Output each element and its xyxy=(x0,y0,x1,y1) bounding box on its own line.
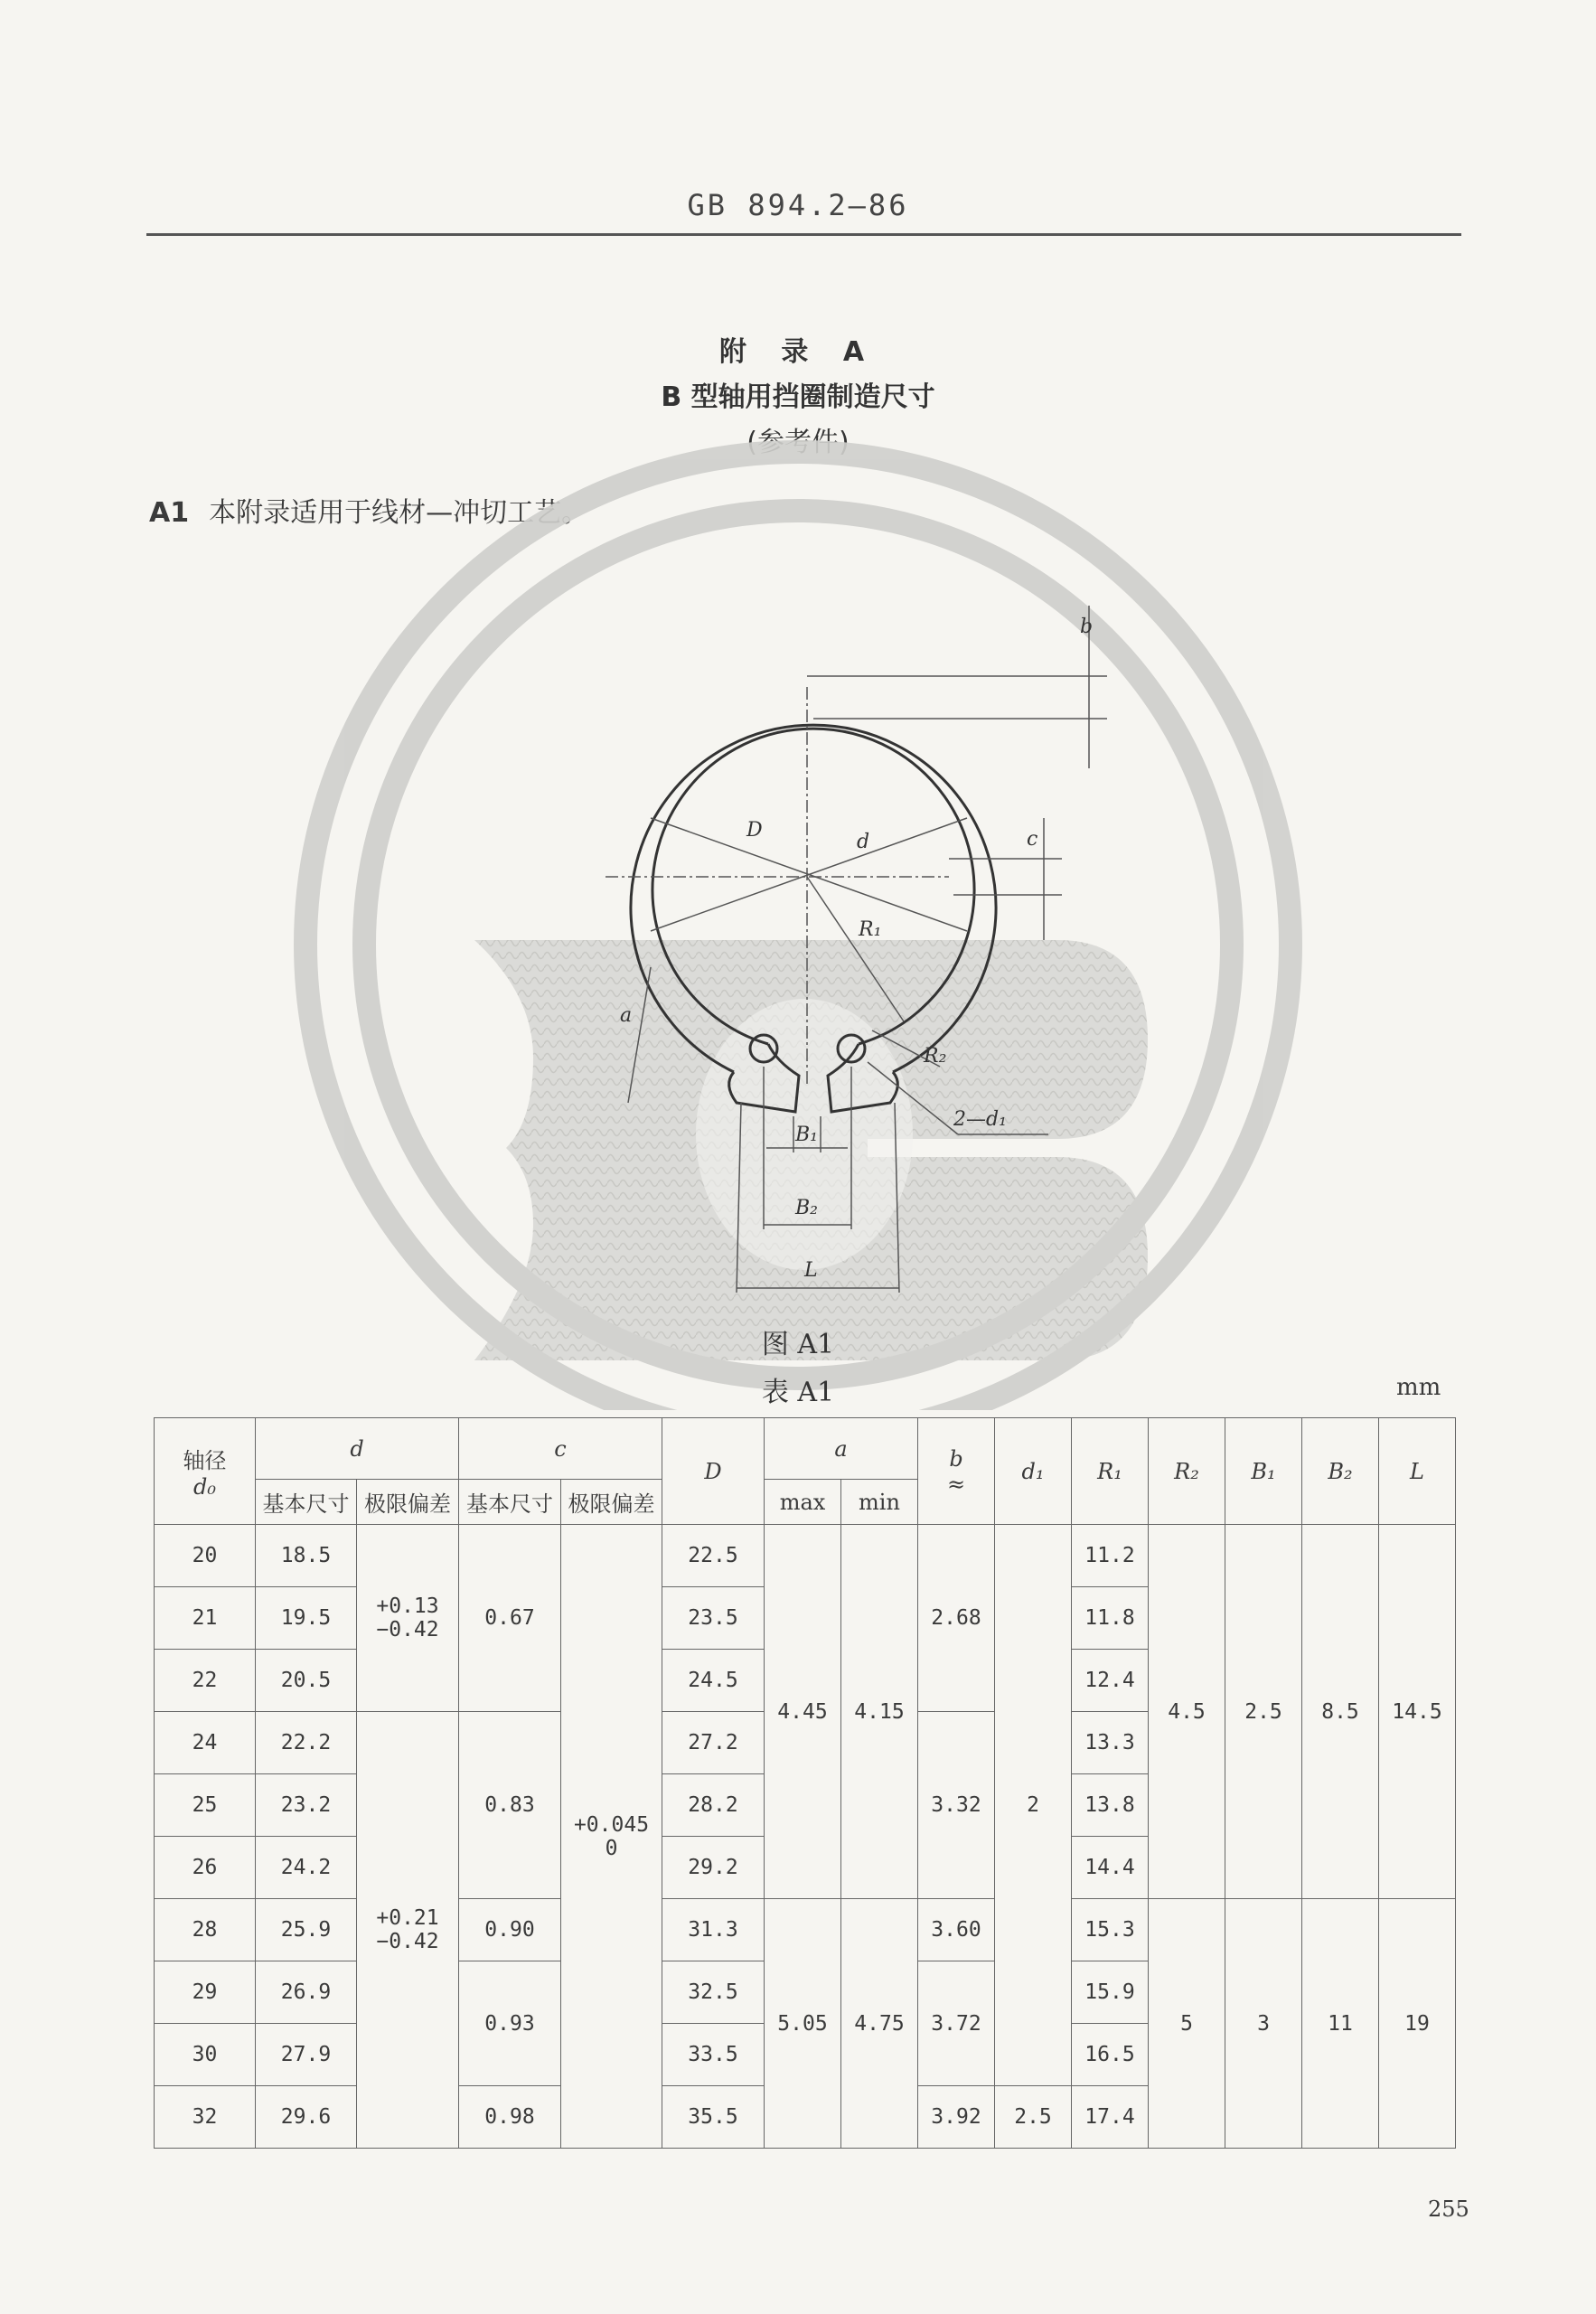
table-cell: 12.4 xyxy=(1072,1650,1149,1712)
dim-label-D: D xyxy=(746,819,763,842)
header-d1: d₁ xyxy=(995,1418,1072,1525)
table-cell: 0.67 xyxy=(459,1525,561,1712)
table-cell: 2.68 xyxy=(918,1525,995,1712)
dim-label-a: a xyxy=(620,1004,633,1027)
table-cell: 28.2 xyxy=(662,1774,765,1837)
table-cell: 13.8 xyxy=(1072,1774,1149,1837)
table-cell: 17.4 xyxy=(1072,2086,1149,2149)
table-cell: 22.5 xyxy=(662,1525,765,1587)
watermark-seal xyxy=(305,452,1291,1410)
table-unit: mm xyxy=(1396,1374,1441,1401)
d-deviation-group-2: +0.21 −0.42 xyxy=(357,1712,459,2149)
table-cell: 29.6 xyxy=(256,2086,357,2149)
table-cell: 2.5 xyxy=(1225,1525,1302,1899)
header-D: D xyxy=(662,1418,765,1525)
table-row xyxy=(155,1525,1456,1587)
header-L: L xyxy=(1379,1418,1456,1525)
header-d-deviation: 极限偏差 xyxy=(357,1480,459,1525)
header-a-min: min xyxy=(841,1480,918,1525)
table-caption: 表 A1 xyxy=(761,1377,835,1408)
appendix-note: (参考件) xyxy=(746,427,850,458)
table-cell: 31.3 xyxy=(662,1899,765,1961)
table-cell: 4.45 xyxy=(765,1525,841,1899)
header-d: d xyxy=(256,1418,459,1480)
c-deviation: +0.045 0 xyxy=(561,1525,662,2149)
table-cell: 29 xyxy=(155,1961,256,2024)
header-R1: R₁ xyxy=(1072,1418,1149,1525)
table-cell: 11 xyxy=(1302,1899,1379,2149)
dim-label-d1: 2—d₁ xyxy=(953,1108,1007,1131)
table-cell: 21 xyxy=(155,1587,256,1650)
table-cell: 20 xyxy=(155,1525,256,1587)
clause-text: 本附录适用于线材—冲切工艺。 xyxy=(209,497,589,529)
header-B2: B₂ xyxy=(1302,1418,1379,1525)
header-d-basic: 基本尺寸 xyxy=(256,1480,357,1525)
table-cell: 33.5 xyxy=(662,2024,765,2086)
table-cell: 3.60 xyxy=(918,1899,995,1961)
header-shaft-diameter: 轴径 d₀ xyxy=(155,1418,256,1525)
table-cell: 24.2 xyxy=(256,1837,357,1899)
table-cell: 3.32 xyxy=(918,1712,995,1899)
table-cell: 8.5 xyxy=(1302,1525,1379,1899)
table-cell: 2.5 xyxy=(995,2086,1072,2149)
d-deviation-group-1: +0.13 −0.42 xyxy=(357,1525,459,1712)
header-a: a xyxy=(765,1418,918,1480)
appendix-title: 附 录 A xyxy=(718,336,878,368)
table-cell: 26 xyxy=(155,1837,256,1899)
table-cell: 23.5 xyxy=(662,1587,765,1650)
table-row xyxy=(155,1899,1456,1961)
table-cell: 35.5 xyxy=(662,2086,765,2149)
table-cell: 14.4 xyxy=(1072,1837,1149,1899)
table-cell: 28 xyxy=(155,1899,256,1961)
dim-label-R2: R₂ xyxy=(924,1045,947,1068)
header-a-max: max xyxy=(765,1480,841,1525)
header-c-basic: 基本尺寸 xyxy=(459,1480,561,1525)
table-cell: 0.90 xyxy=(459,1899,561,1961)
table-cell: 14.5 xyxy=(1379,1525,1456,1899)
table-cell: 4.15 xyxy=(841,1525,918,1899)
table-cell: 2 xyxy=(995,1525,1072,2086)
table-cell: 19 xyxy=(1379,1899,1456,2149)
page-number: 255 xyxy=(1428,2196,1469,2222)
header-b: b ≈ xyxy=(918,1418,995,1525)
dim-label-b: b xyxy=(1080,616,1094,638)
table-cell: 15.3 xyxy=(1072,1899,1149,1961)
appendix-subtitle: B 型轴用挡圈制造尺寸 xyxy=(661,381,935,413)
table-cell: 16.5 xyxy=(1072,2024,1149,2086)
dimensions-table xyxy=(154,1417,1456,2149)
table-cell: 11.8 xyxy=(1072,1587,1149,1650)
dim-label-d: d xyxy=(857,831,870,853)
table-cell: 0.83 xyxy=(459,1712,561,1899)
table-cell: 23.2 xyxy=(256,1774,357,1837)
table-cell: 20.5 xyxy=(256,1650,357,1712)
header-B1: B₁ xyxy=(1225,1418,1302,1525)
table-cell: 3 xyxy=(1225,1899,1302,2149)
header-R2: R₂ xyxy=(1149,1418,1225,1525)
header-c-deviation: 极限偏差 xyxy=(561,1480,662,1525)
table-cell: 4.75 xyxy=(841,1899,918,2149)
table-cell: 0.98 xyxy=(459,2086,561,2149)
table-cell: 11.2 xyxy=(1072,1525,1149,1587)
table-cell: 3.72 xyxy=(918,1961,995,2086)
clause-number: A1 xyxy=(149,497,190,529)
table-cell: 5.05 xyxy=(765,1899,841,2149)
table-cell: 15.9 xyxy=(1072,1961,1149,2024)
table-cell: 30 xyxy=(155,2024,256,2086)
table-cell: 29.2 xyxy=(662,1837,765,1899)
table-cell: 22.2 xyxy=(256,1712,357,1774)
table-cell: 25.9 xyxy=(256,1899,357,1961)
table-cell: 18.5 xyxy=(256,1525,357,1587)
table-cell: 27.9 xyxy=(256,2024,357,2086)
table-cell: 25 xyxy=(155,1774,256,1837)
table-cell: 3.92 xyxy=(918,2086,995,2149)
dim-label-R1: R₁ xyxy=(859,918,882,941)
table-cell: 32.5 xyxy=(662,1961,765,2024)
dim-label-L: L xyxy=(804,1259,818,1282)
table-cell: 13.3 xyxy=(1072,1712,1149,1774)
dim-label-B1: B₁ xyxy=(795,1124,818,1146)
table-cell: 5 xyxy=(1149,1899,1225,2149)
table-cell: 27.2 xyxy=(662,1712,765,1774)
table-cell: 0.93 xyxy=(459,1961,561,2086)
table-cell: 26.9 xyxy=(256,1961,357,2024)
figure-caption: 图 A1 xyxy=(761,1329,835,1360)
table-cell: 4.5 xyxy=(1149,1525,1225,1899)
dim-label-c: c xyxy=(1027,828,1038,851)
table-cell: 22 xyxy=(155,1650,256,1712)
dim-label-B2: B₂ xyxy=(795,1197,818,1219)
table-cell: 24.5 xyxy=(662,1650,765,1712)
table-cell: 24 xyxy=(155,1712,256,1774)
table-cell: 32 xyxy=(155,2086,256,2149)
document-id: GB 894.2—86 xyxy=(687,188,909,222)
header-c: c xyxy=(459,1418,662,1480)
table-cell: 19.5 xyxy=(256,1587,357,1650)
